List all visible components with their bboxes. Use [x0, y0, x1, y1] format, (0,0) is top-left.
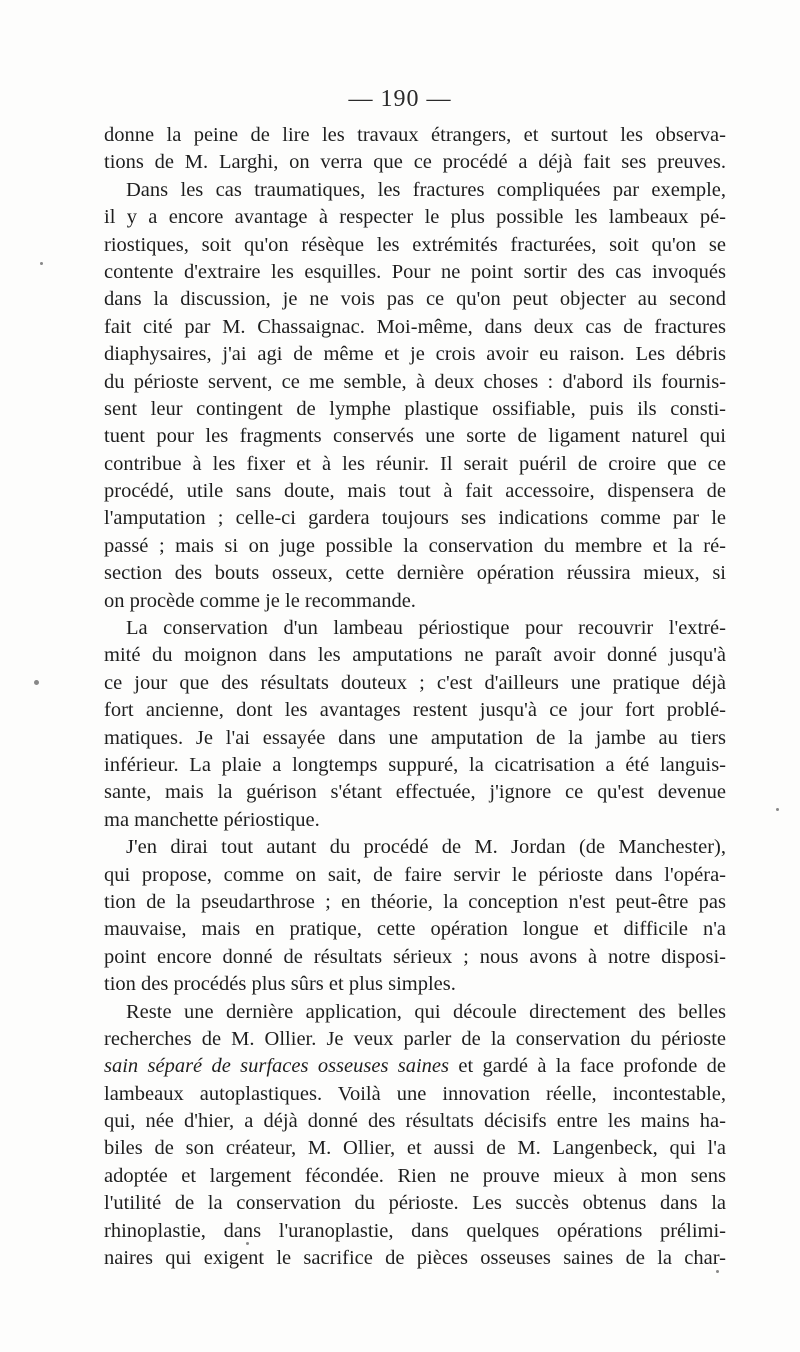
scan-speck: [40, 262, 43, 265]
text-line: matiques. Je l'ai essayée dans une amputation de la jambe au tiers: [104, 726, 726, 749]
text-line: biles de son créateur, M. Ollier, et aussi de M. Langenbeck, qui l'a: [104, 1137, 726, 1160]
text-line: adoptée et largement fécondée. Rien ne prouve mieux à mon sens: [104, 1164, 726, 1187]
text-line: section des bouts osseux, cette dernière opération réussira mieux, si: [104, 562, 726, 585]
text-line: procédé, utile sans doute, mais tout à fait accessoire, dispensera de: [104, 480, 726, 503]
scan-speck: [246, 1242, 249, 1245]
text-line: contente d'extraire les esquilles. Pour ne point sortir des cas invoqués: [104, 260, 726, 283]
text-line: rhinoplastie, dans l'uranoplastie, dans quelques opérations prélimi-: [104, 1219, 726, 1242]
text-line: passé ; mais si on juge possible la conservation du membre et la ré-: [104, 534, 726, 557]
text-line: qui, née d'hier, a déjà donné des résultats décisifs entre les mains ha-: [104, 1110, 726, 1133]
text-line: tion de la pseudarthrose ; en théorie, la conception n'est peut-être pas: [104, 890, 726, 913]
text-line: sent leur contingent de lymphe plastique ossifiable, puis ils consti-: [104, 397, 726, 420]
text-line: du périoste servent, ce me semble, à deux choses : d'abord ils fournis-: [104, 370, 726, 393]
text-line: mité du moignon dans les amputations ne paraît avoir donné jusqu'à: [104, 644, 726, 667]
text-line: sain séparé de surfaces osseuses saines et gardé à la face profonde de: [104, 1055, 726, 1078]
text-line: fait cité par M. Chassaignac. Moi-même, dans deux cas de fractures: [104, 315, 726, 338]
page-number: — 190 —: [348, 86, 452, 112]
text-line: qui propose, comme on sait, de faire servir le périoste dans l'opéra-: [104, 863, 726, 886]
text-line: sante, mais la guérison s'étant effectuée, j'ignore ce qu'est devenue: [104, 781, 726, 804]
scan-speck: [716, 1270, 719, 1273]
text-line: Dans les cas traumatiques, les fractures compliquées par exemple,: [126, 178, 726, 201]
text-line: La conservation d'un lambeau périostique pour recouvrir l'extré-: [126, 617, 726, 640]
text-line: ce jour que des résultats douteux ; c'est d'ailleurs une pratique déjà: [104, 671, 726, 694]
text-line: on procède comme je le recommande.: [104, 589, 416, 612]
text-line: naires qui exigent le sacrifice de pièces osseuses saines de la char-: [104, 1247, 726, 1270]
text-line: l'utilité de la conservation du périoste. Les succès obtenus dans la: [104, 1192, 726, 1215]
text-line: recherches de M. Ollier. Je veux parler de la conservation du périoste: [104, 1027, 726, 1050]
text-line: l'amputation ; celle-ci gardera toujours ses indications comme par le: [104, 507, 726, 530]
body-text: [104, 122, 726, 1272]
text-line: donne la peine de lire les travaux étrangers, et surtout les observa-: [104, 124, 726, 146]
scan-speck: [34, 680, 39, 685]
text-line: lambeaux autoplastiques. Voilà une innovation réelle, incontestable,: [104, 1082, 726, 1105]
text-line: point encore donné de résultats sérieux ; nous avons à notre disposi-: [104, 945, 726, 968]
text-line: fort ancienne, dont les avantages restent jusqu'à ce jour fort problé-: [104, 699, 726, 722]
text-line: J'en dirai tout autant du procédé de M. Jordan (de Manchester),: [126, 836, 726, 859]
text-line: il y a encore avantage à respecter le plus possible les lambeaux pé-: [104, 206, 726, 229]
text-line: tions de M. Larghi, on verra que ce procédé a déjà fait ses preuves.: [104, 151, 726, 174]
text-line: inférieur. La plaie a longtemps suppuré, la cicatrisation a été languis-: [104, 753, 726, 776]
text-line: Reste une dernière application, qui découle directement des belles: [126, 1000, 726, 1023]
text-line: tuent pour les fragments conservés une sorte de ligament naturel qui: [104, 425, 726, 448]
text-line: tion des procédés plus sûrs et plus simples.: [104, 973, 456, 996]
text-line: diaphysaires, j'ai agi de même et je crois avoir eu raison. Les débris: [104, 343, 726, 366]
text-line: mauvaise, mais en pratique, cette opération longue et difficile n'a: [104, 918, 726, 941]
scan-speck: [776, 808, 779, 811]
text-line: ma manchette périostique.: [104, 808, 320, 831]
text-line: riostiques, soit qu'on résèque les extrémités fracturées, soit qu'on se: [104, 233, 726, 256]
text-line: contribue à les fixer et à les réunir. Il serait puéril de croire que ce: [104, 452, 726, 475]
text-line: dans la discussion, je ne vois pas ce qu'on peut objecter au second: [104, 288, 726, 311]
